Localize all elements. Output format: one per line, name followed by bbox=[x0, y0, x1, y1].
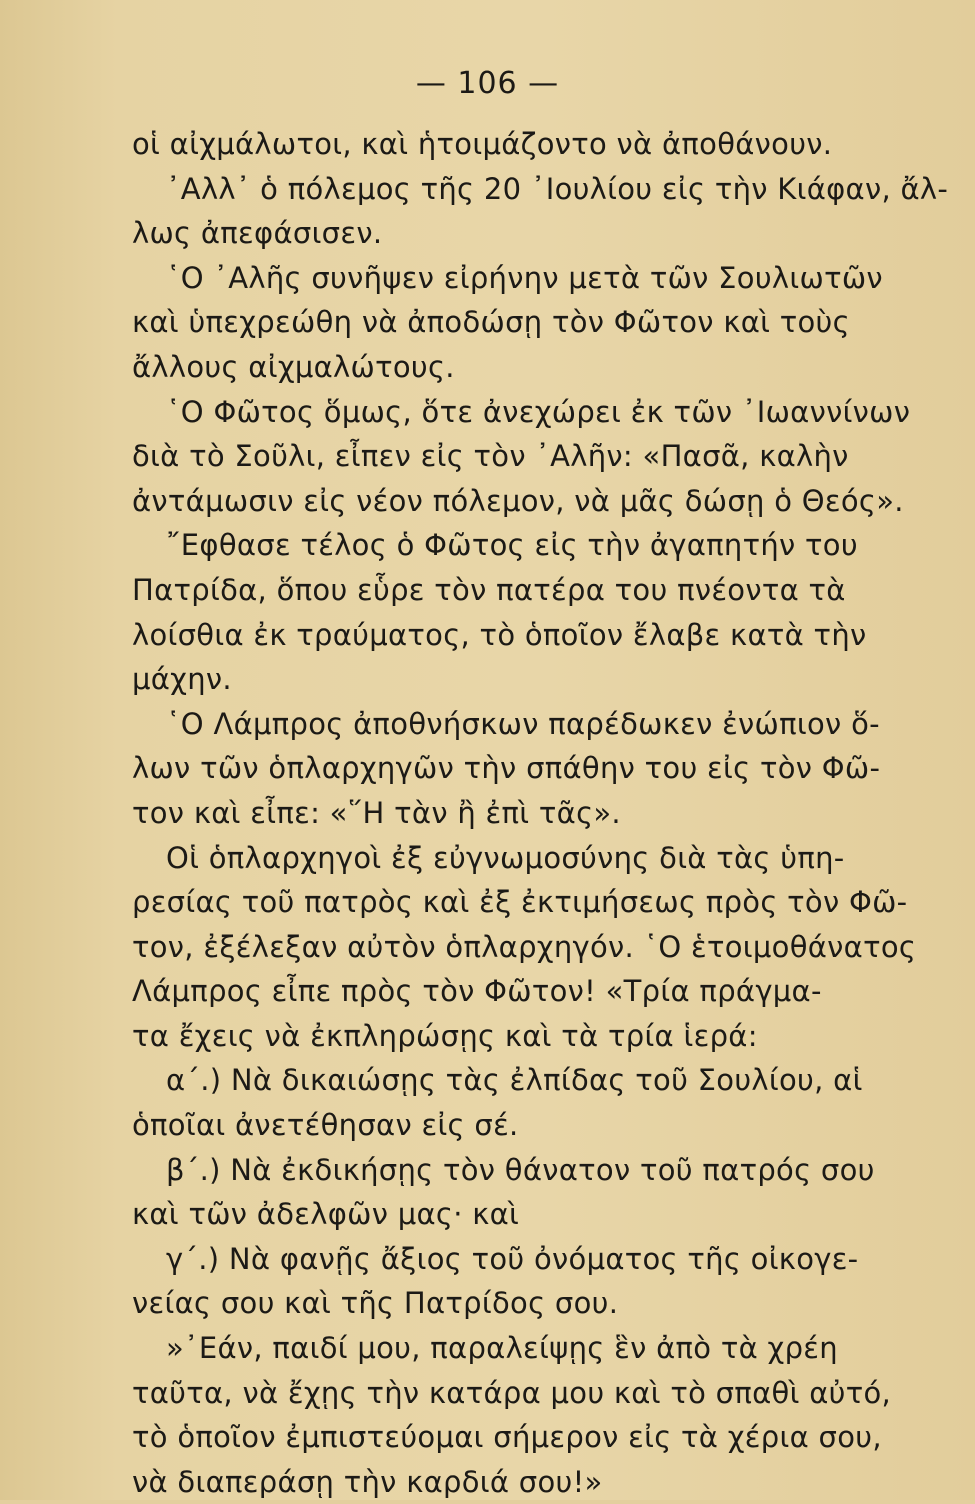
text-line: α΄.) Νὰ δικαιώσῃς τὰς ἐλπίδας τοῦ Σουλίου, αἱ bbox=[166, 1063, 863, 1098]
text-line: καὶ ὑπεχρεώθη νὰ ἀποδώσῃ τὸν Φῶτον καὶ τοὺς bbox=[132, 305, 850, 340]
text-line: »᾽Εάν, παιδί μου, παραλείψῃς ἓν ἀπὸ τὰ χρέη bbox=[166, 1331, 838, 1366]
text-line: ῾Ο Φῶτος ὅμως, ὅτε ἀνεχώρει ἐκ τῶν ᾽Ιωαννίνων bbox=[166, 394, 911, 429]
text-line: ρεσίας τοῦ πατρὸς καὶ ἐξ ἐκτιμήσεως πρὸς τὸν Φῶ- bbox=[132, 885, 908, 920]
text-line: τον καὶ εἶπε: «῞Η τὰν ἢ ἐπὶ τᾶς». bbox=[132, 795, 621, 830]
text-line: ῾Ο Λάμπρος ἀποθνήσκων παρέδωκεν ἐνώπιον ὅ- bbox=[166, 706, 880, 741]
body-text bbox=[132, 122, 962, 1504]
text-line: β΄.) Νὰ ἐκδικήσῃς τὸν θάνατον τοῦ πατρός σου bbox=[166, 1152, 875, 1187]
text-line: διὰ τὸ Σοῦλι, εἶπεν εἰς τὸν ᾽Αλῆν: «Πασᾶ, καλὴν bbox=[132, 439, 849, 474]
text-line: νὰ διαπεράσῃ τὴν καρδιά σου!» bbox=[132, 1464, 603, 1499]
text-line: γ΄.) Νὰ φανῇς ἄξιος τοῦ ὀνόματος τῆς οἰκογε- bbox=[166, 1241, 859, 1276]
text-line: ῎Εφθασε τέλος ὁ Φῶτος εἰς τὴν ἀγαπητήν του bbox=[166, 528, 858, 563]
text-line: λων τῶν ὁπλαρχηγῶν τὴν σπάθην του εἰς τὸν Φῶ- bbox=[132, 751, 881, 786]
text-line: τον, ἐξέλεξαν αὐτὸν ὁπλαρχηγόν. ῾Ο ἑτοιμοθάνατος bbox=[132, 929, 917, 964]
text-line: ὁποῖαι ἀνετέθησαν εἰς σέ. bbox=[132, 1108, 519, 1143]
text-line: ἄλλους αἰχμαλώτους. bbox=[132, 349, 455, 384]
text-line: τὸ ὁποῖον ἐμπιστεύομαι σήμερον εἰς τὰ χέρια σου, bbox=[132, 1420, 882, 1455]
text-line: ταῦτα, νὰ ἔχῃς τὴν κατάρα μου καὶ τὸ σπαθὶ αὐτό, bbox=[132, 1375, 892, 1410]
text-line: λοίσθια ἐκ τραύματος, τὸ ὁποῖον ἔλαβε κατὰ τὴν bbox=[132, 617, 867, 652]
page-number: — 106 — bbox=[415, 66, 560, 101]
text-line: Λάμπρος εἶπε πρὸς τὸν Φῶτον! «Τρία πράγμα- bbox=[132, 974, 822, 1009]
text-line: Πατρίδα, ὅπου εὗρε τὸν πατέρα του πνέοντα τὰ bbox=[132, 572, 846, 607]
text-line: ῾Ο ᾽Αλῆς συνῆψεν εἰρήνην μετὰ τῶν Σουλιωτῶν bbox=[166, 260, 883, 295]
text-line: τα ἔχεις νὰ ἐκπληρώσῃς καὶ τὰ τρία ἱερά: bbox=[132, 1018, 758, 1053]
text-line: καὶ τῶν ἀδελφῶν μας· καὶ bbox=[132, 1197, 520, 1232]
text-line: λως ἀπεφάσισεν. bbox=[132, 216, 383, 251]
text-line: μάχην. bbox=[132, 662, 232, 697]
text-line: ᾽Αλλ᾽ ὁ πόλεμος τῆς 20 ᾽Ιουλίου εἰς τὴν Κιάφαν, ἄλ- bbox=[166, 171, 949, 206]
text-line: ἀντάμωσιν εἰς νέον πόλεμον, νὰ μᾶς δώσῃ ὁ Θεός». bbox=[132, 483, 904, 518]
text-line: οἱ αἰχμάλωτοι, καὶ ἡτοιμάζοντο νὰ ἀποθάνουν. bbox=[132, 127, 833, 161]
text-line: νείας σου καὶ τῆς Πατρίδος σου. bbox=[132, 1286, 619, 1321]
text-line: Οἱ ὁπλαρχηγοὶ ἐξ εὐγνωμοσύνης διὰ τὰς ὑπη- bbox=[166, 840, 845, 875]
